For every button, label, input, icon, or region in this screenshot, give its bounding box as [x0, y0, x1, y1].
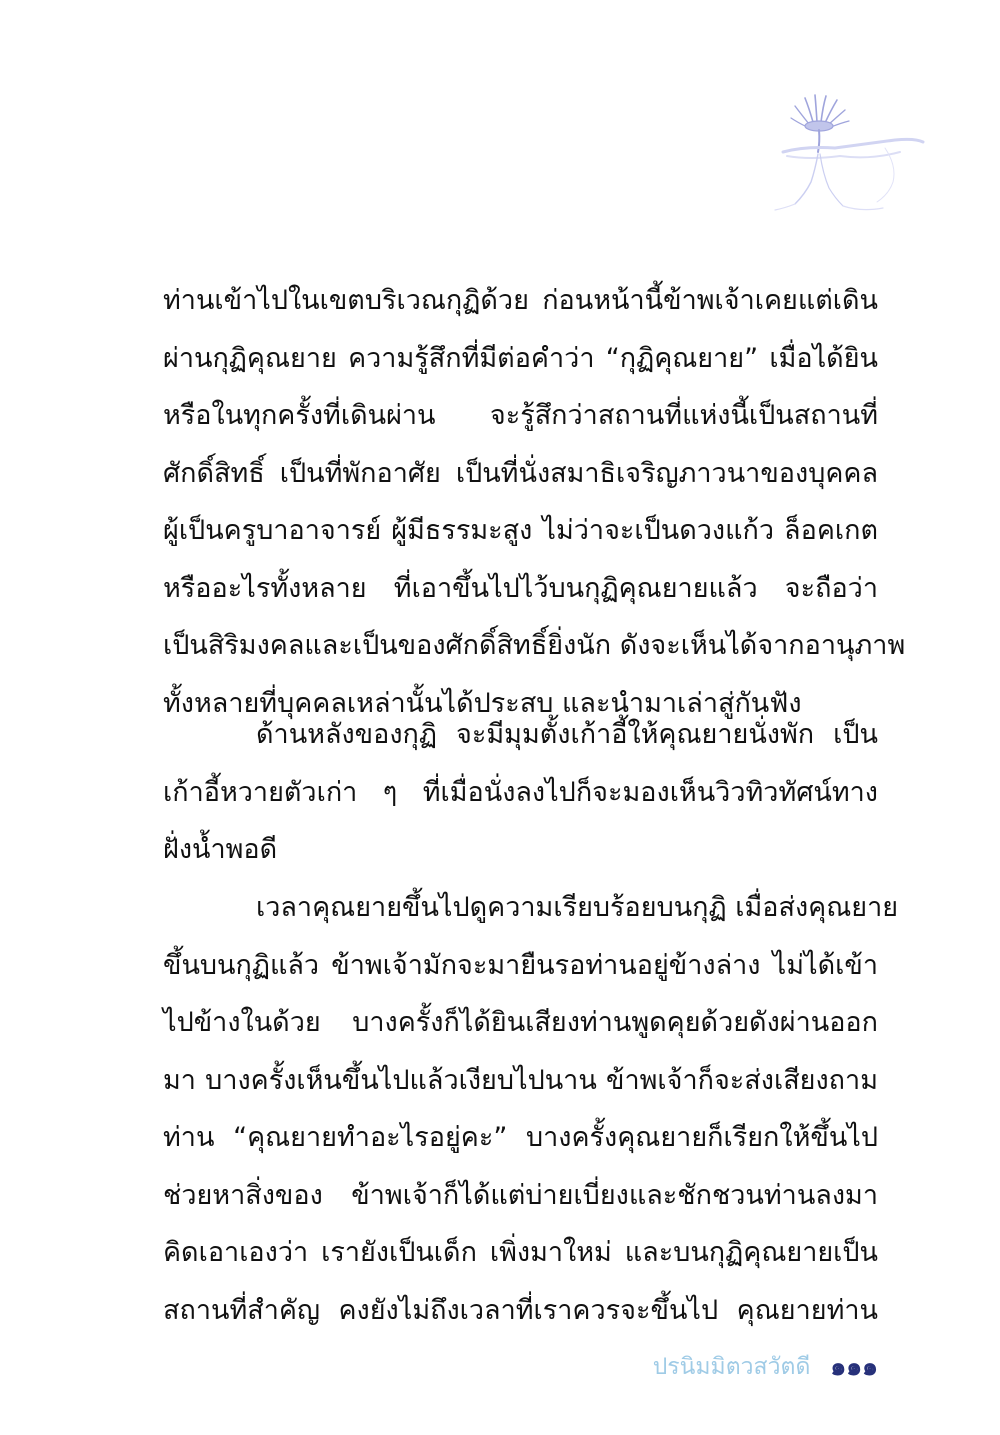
text-line: เวลาคุณยายขึ้นไปดูความเรียบร้อยบนกุฏิ เมื่อส่งคุณยาย	[256, 892, 899, 923]
paragraph-3	[163, 890, 899, 1350]
text-line: ทั้งหลายที่บุคคลเหล่านั้นได้ประสบ และนำมาเล่าสู่กันฟัง	[163, 687, 802, 719]
text-line: ขึ้นบนกุฏิแล้ว ข้าพเจ้ามักจะมายืนรอท่านอยู่ข้างล่าง ไม่ได้เข้า	[163, 949, 878, 981]
text-line: เก้าอี้หวายตัวเก่า ๆ ที่เมื่อนั่งลงไปก็จะมองเห็นวิวทิวทัศน์ทาง	[163, 776, 878, 808]
text-line: ผ่านกุฏิคุณยาย ความรู้สึกที่มีต่อคำว่า “กุฏิคุณยาย” เมื่อได้ยิน	[163, 342, 878, 374]
text-line: หรืออะไรทั้งหลาย ที่เอาขึ้นไปไว้บนกุฏิคุณยายแล้ว จะถือว่า	[163, 572, 878, 604]
lotus-ornament-icon	[765, 90, 925, 220]
text-line: ท่านเข้าไปในเขตบริเวณกุฏิด้วย ก่อนหน้านี้ข้าพเจ้าเคยแต่เดิน	[163, 285, 878, 316]
text-line: ผู้เป็นครูบาอาจารย์ ผู้มีธรรมะสูง ไม่ว่าจะเป็นดวงแก้ว ล็อคเกต	[163, 515, 878, 546]
text-line: มา บางครั้งเห็นขึ้นไปแล้วเงียบไปนาน ข้าพเจ้าก็จะส่งเสียงถาม	[163, 1064, 878, 1096]
text-line: ท่าน “คุณยายทำอะไรอยู่คะ” บางครั้งคุณยายก็เรียกให้ขึ้นไป	[163, 1122, 878, 1153]
text-line: ด้านหลังของกุฏิ จะมีมุมตั้งเก้าอี้ให้คุณยายนั่งพัก เป็น	[256, 719, 878, 750]
page-number: ๑๑๑	[830, 1352, 878, 1381]
paragraph-2	[163, 717, 878, 890]
text-line: เป็นสิริมงคลและเป็นของศักดิ์สิทธิ์ยิ่งนัก ดังจะเห็นได้จากอานุภาพ	[163, 630, 906, 661]
text-line: คิดเอาเองว่า เรายังเป็นเด็ก เพิ่งมาใหม่ และบนกุฏิคุณยายเป็น	[163, 1237, 878, 1268]
text-line: ฝั่งน้ำพอดี	[163, 834, 278, 865]
text-line: หรือในทุกครั้งที่เดินผ่าน จะรู้สึกว่าสถานที่แห่งนี้เป็นสถานที่	[163, 400, 878, 431]
book-title: ปรนิมมิตวสวัตดี	[652, 1354, 811, 1380]
page-footer	[560, 1347, 878, 1387]
text-line: ช่วยหาสิ่งของ ข้าพเจ้าก็ได้แต่บ่ายเบี่ยงและชักชวนท่านลงมา	[163, 1179, 878, 1211]
paragraph-1	[163, 283, 906, 743]
text-line: สถานที่สำคัญ คงยังไม่ถึงเวลาที่เราควรจะขึ้นไป คุณยายท่าน	[163, 1294, 878, 1326]
text-line: ไปข้างในด้วย บางครั้งก็ได้ยินเสียงท่านพูดคุยด้วยดังผ่านออก	[163, 1007, 878, 1038]
text-line: ศักดิ์สิทธิ์ เป็นที่พักอาศัย เป็นที่นั่งสมาธิเจริญภาวนาของบุคคล	[163, 457, 878, 489]
